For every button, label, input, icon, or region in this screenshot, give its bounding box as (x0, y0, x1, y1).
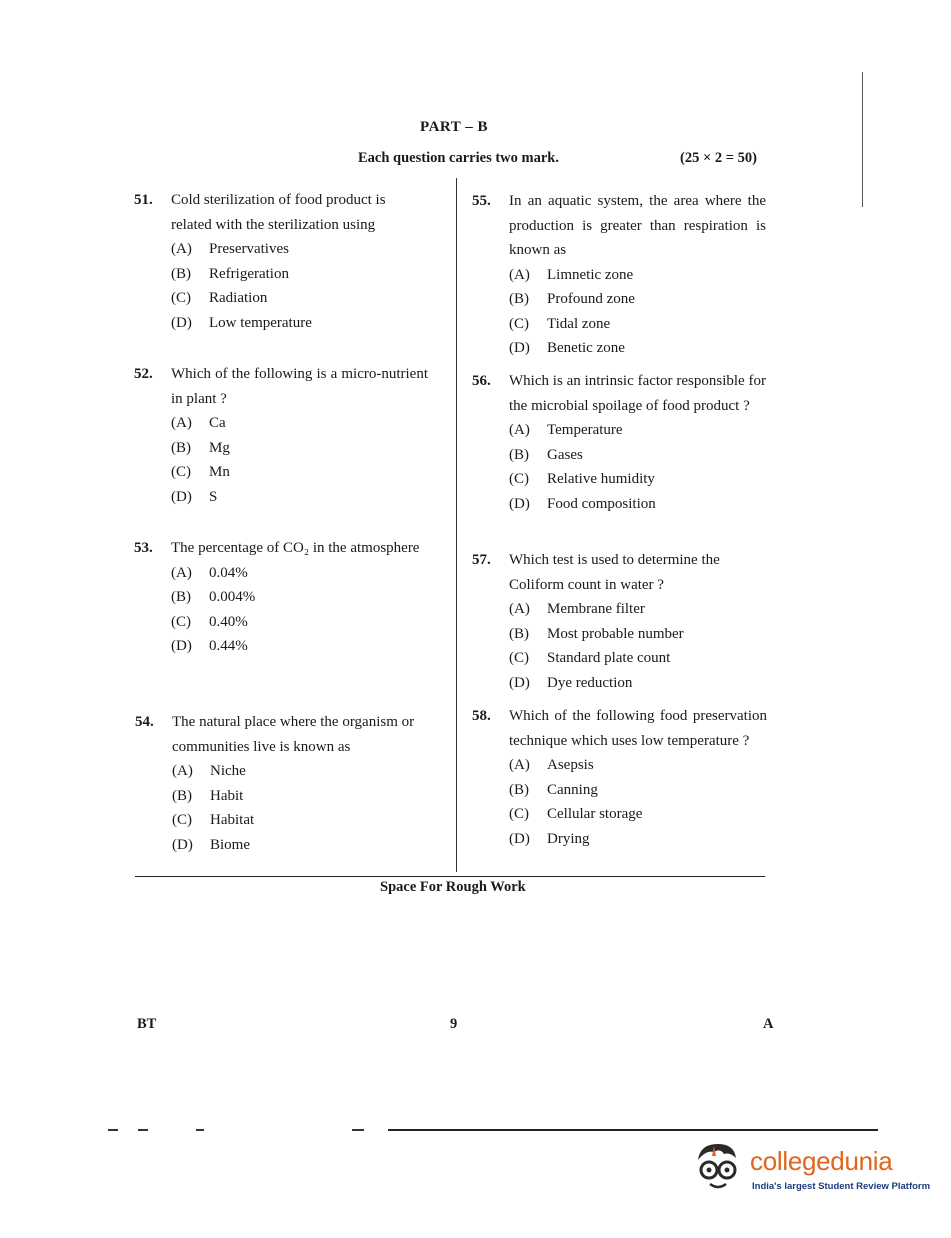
question-number: 54. (135, 714, 154, 730)
option-d[interactable]: (D) Benetic zone (509, 340, 625, 356)
option-d[interactable]: (D) 0.44% (171, 638, 248, 654)
option-b[interactable]: (B) Refrigeration (171, 265, 289, 282)
option-c[interactable]: (C) Habitat (172, 812, 255, 828)
question-number: 52. (134, 366, 153, 382)
options-list (509, 418, 766, 516)
option-c[interactable]: (C) Cellular storage (509, 806, 643, 822)
footer-booklet-code: BT (137, 1016, 157, 1032)
option-b[interactable]: (B) Profound zone (509, 291, 635, 307)
option-a[interactable]: (A) 0.04% (171, 564, 248, 581)
scan-artifact-line (388, 1129, 878, 1131)
options-list (509, 263, 766, 361)
question-text: In an aquatic system, the area where the production is greater than respiration is known as (509, 193, 766, 258)
question-text: Which of the following is a micro-nutrient in plant ? (171, 366, 428, 407)
options-list (509, 597, 766, 695)
scan-edge-line (862, 72, 863, 207)
question-57 (472, 548, 766, 695)
question-number: 51. (134, 192, 153, 208)
question-52 (134, 362, 428, 509)
question-text: Which test is used to determine the Coliform count in water ? (509, 552, 720, 593)
option-a[interactable]: (A) Preservatives (171, 241, 289, 257)
question-51 (134, 188, 428, 335)
option-d[interactable]: (D) Food composition (509, 495, 656, 512)
question-number: 58. (472, 708, 491, 724)
question-number: 57. (472, 552, 491, 568)
option-b[interactable]: (B) Mg (171, 439, 230, 456)
option-a[interactable]: (A) Asepsis (509, 757, 594, 773)
option-b[interactable]: (B) Habit (172, 787, 244, 804)
collegedunia-logo-icon (690, 1140, 744, 1196)
option-b[interactable]: (B) 0.004% (171, 589, 256, 605)
question-text: The percentage of CO₂ in the atmosphere (171, 540, 420, 556)
scan-artifact (196, 1129, 204, 1131)
scan-artifact (138, 1129, 148, 1131)
question-55 (472, 189, 766, 361)
marks-total: (25 × 2 = 50) (680, 150, 757, 166)
scan-artifact (108, 1129, 118, 1131)
question-58 (472, 704, 767, 851)
footer-page-number: 9 (450, 1016, 458, 1032)
question-text: Which is an intrinsic factor responsible for the microbial spoilage of food product ? (509, 373, 766, 414)
options-list (172, 759, 431, 857)
rough-work-label: Space For Rough Work (380, 879, 526, 895)
collegedunia-watermark (690, 1136, 930, 1198)
question-text: The natural place where the organism or communities live is known as (172, 714, 415, 755)
option-b[interactable]: (B) Gases (509, 446, 583, 463)
options-list (171, 411, 428, 509)
scan-artifact (352, 1129, 364, 1131)
option-a[interactable]: (A) Temperature (509, 422, 623, 438)
question-54 (135, 710, 431, 857)
option-b[interactable]: (B) Canning (509, 781, 598, 798)
option-d[interactable]: (D) Biome (172, 836, 250, 853)
option-c[interactable]: (C) Relative humidity (509, 471, 655, 487)
option-c[interactable]: (C) Mn (171, 464, 230, 480)
options-list (171, 237, 428, 335)
brand-tagline: India's largest Student Review Platform (752, 1181, 931, 1192)
option-d[interactable]: (D) S (171, 488, 218, 505)
option-d[interactable]: (D) Low temperature (171, 314, 312, 331)
option-a[interactable]: (A) Limnetic zone (509, 266, 634, 283)
question-number: 56. (472, 373, 491, 389)
options-list (509, 753, 767, 851)
question-53 (134, 536, 430, 659)
question-text: Cold sterilization of food product is related with the sterilization using (171, 192, 386, 233)
option-d[interactable]: (D) Drying (509, 830, 590, 847)
option-c[interactable]: (C) 0.40% (171, 613, 248, 630)
section-divider (135, 876, 765, 877)
brand-name: collegedunia (750, 1146, 893, 1176)
options-list (171, 561, 430, 659)
question-number: 55. (472, 193, 491, 209)
footer-set-code: A (763, 1016, 774, 1032)
option-c[interactable]: (C) Radiation (171, 290, 268, 306)
column-divider (456, 178, 457, 872)
question-56 (472, 369, 766, 516)
option-a[interactable]: (A) Ca (171, 415, 226, 431)
option-c[interactable]: (C) Tidal zone (509, 315, 611, 332)
option-a[interactable]: (A) Membrane filter (509, 601, 645, 617)
option-b[interactable]: (B) Most probable number (509, 625, 684, 642)
question-number: 53. (134, 540, 153, 556)
option-d[interactable]: (D) Dye reduction (509, 674, 633, 691)
part-title: PART – B (420, 119, 488, 135)
option-c[interactable]: (C) Standard plate count (509, 650, 671, 666)
option-a[interactable]: (A) Niche (172, 763, 246, 779)
question-text: Which of the following food preservation technique which uses low temperature ? (509, 708, 767, 749)
marks-note: Each question carries two mark. (358, 150, 559, 166)
